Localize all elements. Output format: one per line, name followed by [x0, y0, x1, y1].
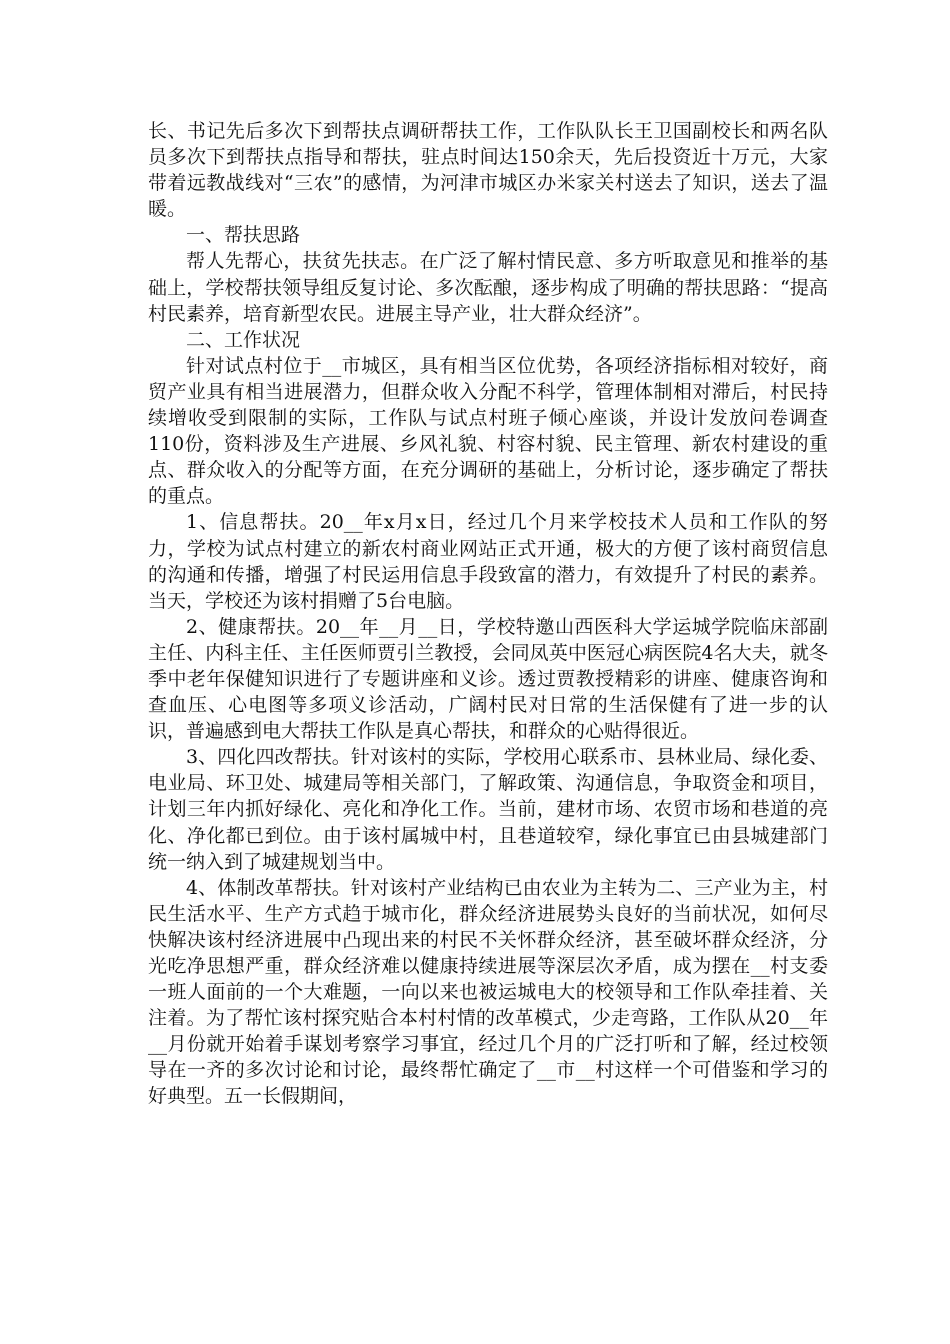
section-heading: 二、工作状况	[186, 328, 301, 351]
paragraph: 帮人先帮心，扶贫先扶志。在广泛了解村情民意、多方听取意见和推举的基础上，学校帮扶领导组反复讨论、多次酝酿，逐步构成了明确的帮扶思路：“提高村民素养，培育新型农民。进展主导产业，壮大群众经济”。	[148, 250, 828, 325]
paragraph: 针对试点村位于__市城区，具有相当区位优势，各项经济指标相对较好，商贸产业具有相当进展潜力，但群众收入分配不科学，管理体制相对滞后，村民持续增收受到限制的实际，工作队与试点村班子倾心座谈，并设计发放问卷调查110份，资料涉及生产进展、乡风礼貌、村容村貌、民主管理、新农村建设的重点、群众收入的分配等方面，在充分调研的基础上，分析讨论，逐步确定了帮扶的重点。	[148, 354, 828, 508]
paragraph: 1、信息帮扶。20__年x月x日，经过几个月来学校技术人员和工作队的努力，学校为试点村建立的新农村商业网站正式开通，极大的方便了该村商贸信息的沟通和传播，增强了村民运用信息手段致富的潜力，有效提升了村民的素养。当天，学校还为该村捐赠了5台电脑。	[148, 511, 828, 612]
paragraph: 2、健康帮扶。20__年__月__日，学校特邀山西医科大学运城学院临床部副主任、内科主任、主任医师贾引兰教授，会同凤英中医冠心病医院4名大夫，就冬季中老年保健知识进行了专题讲座和义诊。透过贾教授精彩的讲座、健康咨询和查血压、心电图等多项义诊活动，广阔村民对日常的生活保健有了进一步的认识，普遍感到电大帮扶工作队是真心帮扶，和群众的心贴得很近。	[148, 615, 828, 743]
section-heading: 一、帮扶思路	[186, 224, 301, 247]
paragraph: 长、书记先后多次下到帮扶点调研帮扶工作，工作队队长王卫国副校长和两名队员多次下到帮扶点指导和帮扶，驻点时间达150余天，先后投资近十万元，大家带着远教战线对“三农”的感情，为河津市城区办米家关村送去了知识，送去了温暖。	[148, 120, 828, 221]
document-body	[148, 118, 828, 1110]
paragraph: 4、体制改革帮扶。针对该村产业结构已由农业为主转为二、三产业为主，村民生活水平、生产方式趋于城市化，群众经济进展势头良好的当前状况，如何尽快解决该村经济进展中凸现出来的村民不关怀群众经济，甚至破坏群众经济，分光吃净思想严重，群众经济难以健康持续进展等深层次矛盾，成为摆在__村支委一班人面前的一个大难题，一向以来也被运城电大的校领导和工作队牵挂着、关注着。为了帮忙该村探究贴合本村村情的改革模式，少走弯路，工作队从20__年__月份就开始着手谋划考察学习事宜，经过几个月的广泛打听和了解，经过校领导在一齐的多次讨论和讨论，最终帮忙确定了__市__村这样一个可借鉴和学习的好典型。五一长假期间，	[148, 876, 828, 1108]
paragraph: 3、四化四改帮扶。针对该村的实际，学校用心联系市、县林业局、绿化委、电业局、环卫处、城建局等相关部门，了解政策、沟通信息，争取资金和项目，计划三年内抓好绿化、亮化和净化工作。当前，建材市场、农贸市场和巷道的亮化、净化都已到位。由于该村属城中村，且巷道较窄，绿化事宜已由县城建部门统一纳入到了城建规划当中。	[148, 746, 828, 873]
